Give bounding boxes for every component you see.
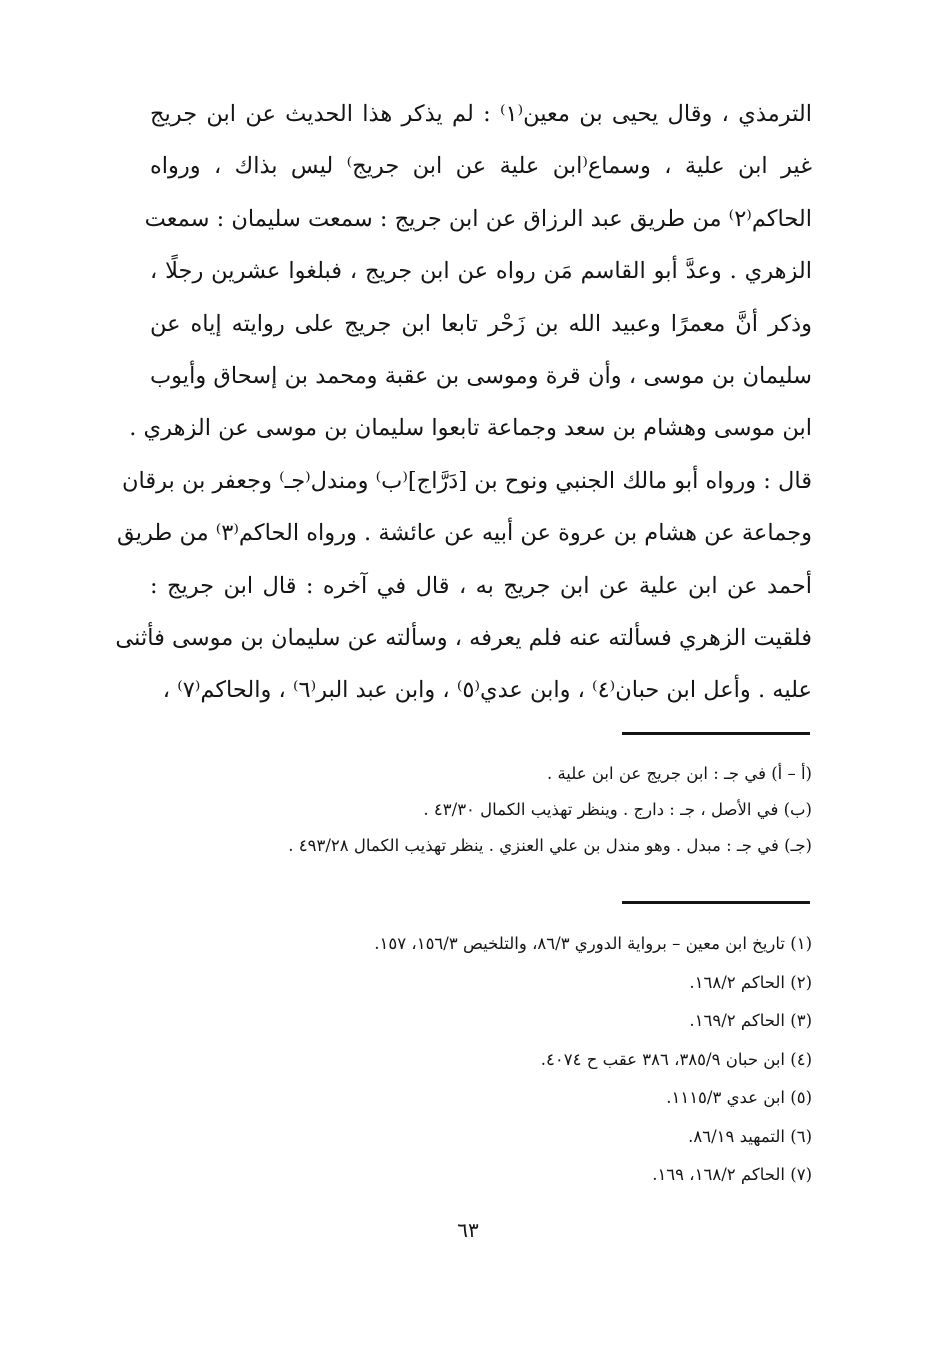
footnote: (٦) التمهيد ٨٦/١٩.: [688, 1126, 812, 1146]
variant-note: (أ – أ) في جـ : ابن جريج عن ابن علية .: [546, 764, 812, 783]
text-line: الحاكم⁽٢⁾ من طريق عبد الرزاق عن ابن جريج : سمعت سليمان : سمعت: [144, 205, 812, 232]
variant-notes-divider: [622, 732, 810, 735]
footnote: (٢) الحاكم ١٦٨/٢.: [689, 972, 812, 992]
footnotes: [200, 925, 812, 1195]
text-line: أحمد عن ابن علية عن ابن جريج به ، قال في آخره : قال ابن جريج :: [150, 572, 812, 599]
text-line: عليه . وأعل ابن حبان⁽٤⁾ ، وابن عدي⁽٥⁾ ، وابن عبد البر⁽٦⁾ ، والحاكم⁽٧⁾ ،: [162, 677, 812, 704]
text-line: الترمذي ، وقال يحيى بن معين⁽١⁾ : لم يذكر هذا الحديث عن ابن جريج: [150, 101, 812, 127]
footnote: (٣) الحاكم ١٦٩/٢.: [689, 1011, 812, 1030]
page-number: ٦٣: [457, 1218, 479, 1242]
text-line: غير ابن علية ، وسماع⁽ابن علية عن ابن جريج⁾ ليس بذاك ، ورواه: [150, 153, 812, 180]
footnote: (٤) ابن حبان ٣٨٥/٩، ٣٨٦ عقب ح ٤٠٧٤.: [540, 1049, 812, 1069]
footnote: (١) تاريخ ابن معين – برواية الدوري ٨٦/٣، والتلخيص ١٥٦/٣، ١٥٧.: [374, 934, 812, 953]
main-text: [115, 88, 812, 717]
text-line: سليمان بن موسى ، وأن قرة وموسى بن عقبة ومحمد بن إسحاق وأيوب: [150, 362, 812, 389]
text-line: وذكر أنَّ معمرًا وعبيد الله بن زَحْر تابعا ابن جريج على روايته إياه عن: [150, 310, 812, 337]
footnote: (٥) ابن عدي ١١١٥/٣.: [666, 1088, 812, 1107]
text-line: ابن موسى وهشام بن سعد وجماعة تابعوا سليمان بن موسى عن الزهري .: [129, 415, 812, 442]
footnotes-divider: [622, 901, 810, 904]
text-line: وجماعة عن هشام بن عروة عن أبيه عن عائشة . ورواه الحاكم⁽٣⁾ من طريق: [116, 520, 812, 547]
footnote: (٧) الحاكم ١٦٨/٢، ١٦٩.: [652, 1165, 812, 1184]
variant-note: (ب) في الأصل ، جـ : دارج . وينظر تهذيب الكمال ٤٣/٣٠ .: [423, 800, 812, 819]
text-line: فلقيت الزهري فسألته عنه فلم يعرفه ، وسألته عن سليمان بن موسى فأثنى: [115, 624, 812, 651]
text-line: قال : ورواه أبو مالك الجنبي ونوح بن [دَرَّاج]⁽ب⁾ ومندل⁽جـ⁾ وجعفر بن برقان: [122, 467, 812, 494]
variant-notes: [200, 756, 812, 864]
variant-note: (جـ) في جـ : مبدل . وهو مندل بن علي العنزي . ينظر تهذيب الكمال ٤٩٣/٢٨ .: [288, 836, 812, 855]
text-line: الزهري . وعدَّ أبو القاسم مَن رواه عن ابن جريج ، فبلغوا عشرين رجلًا ،: [150, 258, 812, 285]
